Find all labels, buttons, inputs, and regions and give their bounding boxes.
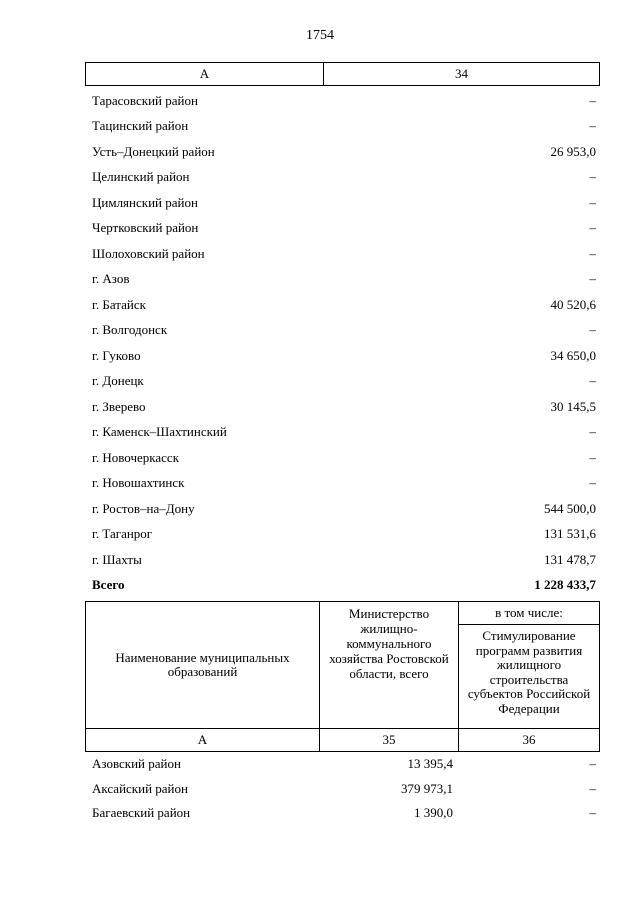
row-name: г. Ростов–на–Дону: [92, 500, 195, 516]
table-row: [85, 267, 600, 293]
table-row: [85, 496, 600, 522]
table-row: [85, 241, 600, 267]
row-name: г. Таганрог: [92, 526, 153, 542]
row-name: г. Зверево: [92, 398, 146, 414]
table-row: [85, 190, 600, 216]
table-row: [85, 139, 600, 165]
table-row: [85, 752, 600, 777]
table-row: [85, 522, 600, 548]
row-value: 544 500,0: [544, 500, 596, 516]
row-value: –: [589, 92, 596, 108]
row-value: 30 145,5: [550, 398, 596, 414]
table2-header-stimulation: Стимулирование программ развития жилищного строительства субъектов Российской Федерации: [467, 628, 591, 716]
row-value: –: [589, 373, 596, 389]
row-name: Тарасовский район: [92, 92, 198, 108]
table-row: [85, 88, 600, 114]
table-row: [85, 445, 600, 471]
row-name: Шолоховский район: [92, 245, 205, 261]
row-name: Чертковский район: [92, 220, 199, 236]
table-row: [85, 165, 600, 191]
page-number: 1754: [306, 28, 334, 43]
table-row: [85, 292, 600, 318]
table1-header-col-34: 34: [455, 66, 468, 81]
row-value-36: –: [589, 805, 596, 821]
row-value: 40 520,6: [550, 296, 596, 312]
row-value: –: [589, 118, 596, 134]
table-row: [85, 318, 600, 344]
row-name: г. Азов: [92, 271, 130, 287]
row-name: Тацинский район: [92, 118, 189, 134]
table2-header: [85, 601, 600, 752]
total-value: 1 228 433,7: [534, 577, 596, 593]
table2-header-ministry-total: Министерство жилищно-коммунального хозяйства Ростовской области, всего: [320, 602, 459, 728]
row-name: г. Донецк: [92, 373, 144, 389]
table-row: [85, 471, 600, 497]
table1-header: [85, 62, 600, 86]
table2-body: [85, 752, 600, 826]
row-value: –: [589, 169, 596, 185]
row-name: г. Новочеркасск: [92, 449, 180, 465]
row-name: г. Волгодонск: [92, 322, 168, 338]
row-name: Багаевский район: [92, 805, 191, 821]
table2-index-a: А: [86, 729, 320, 751]
row-value-35: 1 390,0: [414, 805, 453, 821]
row-name: г. Шахты: [92, 551, 142, 567]
table2-header-municipality: Наименование муниципальных образований: [86, 602, 320, 728]
row-value: –: [589, 322, 596, 338]
row-name: Целинский район: [92, 169, 190, 185]
table2-index-row: [86, 729, 599, 751]
row-value-35: 379 973,1: [401, 780, 453, 796]
row-value-36: –: [589, 756, 596, 772]
row-name: г. Каменск–Шахтинский: [92, 424, 227, 440]
table-row: [85, 777, 600, 802]
table-row: [85, 343, 600, 369]
row-value: –: [589, 245, 596, 261]
row-name: г. Батайск: [92, 296, 146, 312]
total-label: Всего: [92, 577, 125, 593]
table-row: [85, 114, 600, 140]
row-value: –: [589, 449, 596, 465]
row-name: Азовский район: [92, 756, 181, 772]
table-row: [85, 801, 600, 826]
row-name: г. Новошахтинск: [92, 475, 185, 491]
row-value: 131 478,7: [544, 551, 596, 567]
row-value: 26 953,0: [550, 143, 596, 159]
row-value: 34 650,0: [550, 347, 596, 363]
total-row: [85, 573, 600, 599]
table1-body: [85, 88, 600, 598]
table-row: [85, 369, 600, 395]
row-name: Аксайский район: [92, 780, 188, 796]
row-value: –: [589, 271, 596, 287]
row-value: 131 531,6: [544, 526, 596, 542]
row-name: Цимлянский район: [92, 194, 198, 210]
row-value: –: [589, 194, 596, 210]
table2-header-including: в том числе:: [459, 602, 599, 625]
table-row: [85, 547, 600, 573]
row-value: –: [589, 220, 596, 236]
row-name: г. Гуково: [92, 347, 141, 363]
row-name: Усть–Донецкий район: [92, 143, 215, 159]
row-value-35: 13 395,4: [407, 756, 453, 772]
table-row: [85, 420, 600, 446]
row-value-36: –: [589, 780, 596, 796]
table2-index-36: 36: [522, 732, 536, 747]
table1-header-col-a: А: [86, 63, 324, 85]
table-row: [85, 394, 600, 420]
row-value: –: [589, 475, 596, 491]
table2-index-35: 35: [320, 729, 459, 751]
table-row: [85, 216, 600, 242]
row-value: –: [589, 424, 596, 440]
